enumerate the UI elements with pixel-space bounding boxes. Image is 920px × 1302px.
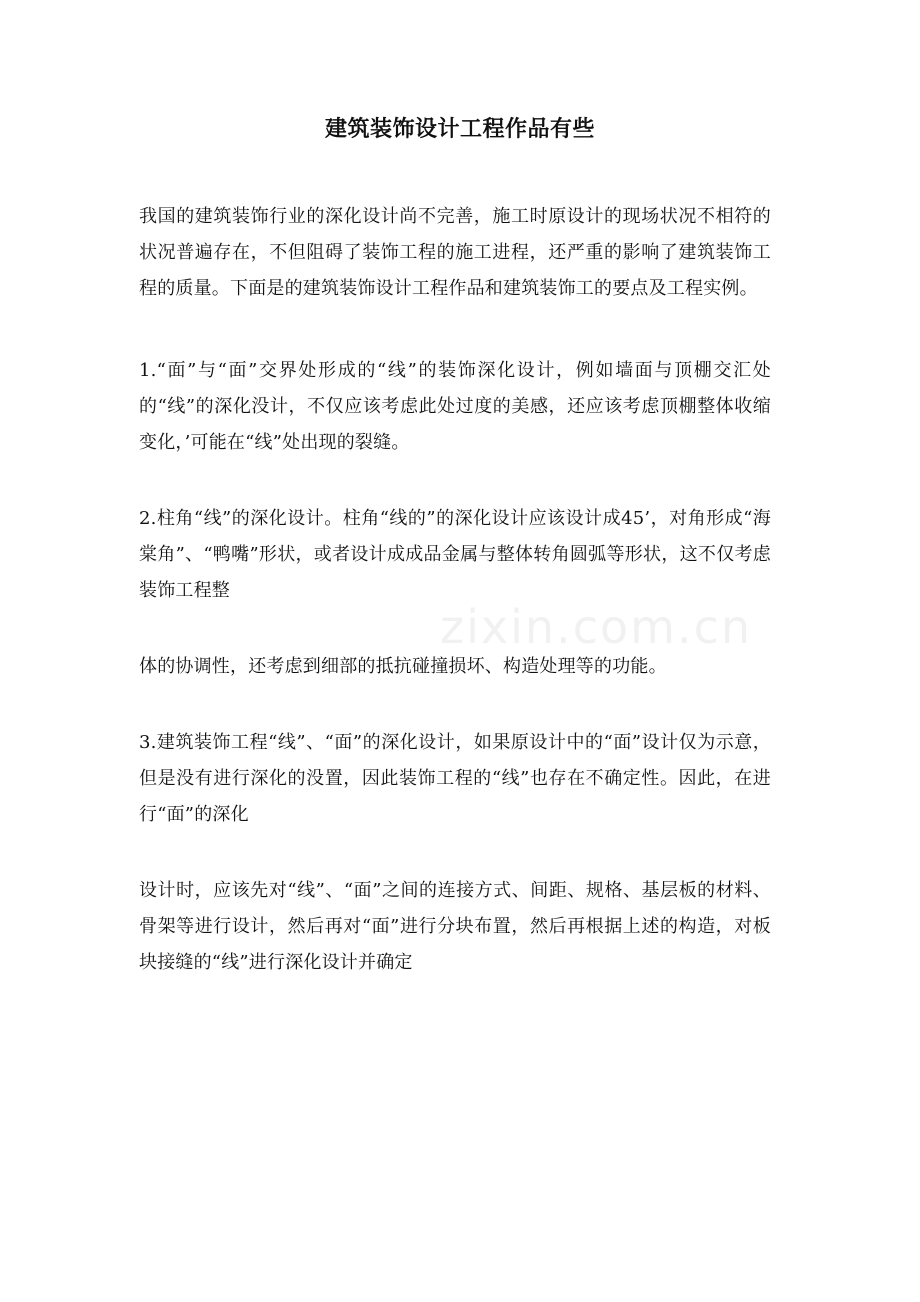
watermark: zixin.com.cn bbox=[440, 600, 753, 654]
document-body bbox=[139, 199, 771, 1024]
paragraph-point-2-continued: 体的协调性，还考虑到细部的抵抗碰撞损坏、构造处理等的功能。 bbox=[139, 656, 667, 677]
paragraph-point-3-continued: 设计时，应该先对“线”、“面”之间的连接方式、间距、规格、基层板的材料、骨架等进行设计，然后再对“面”进行分块布置，然后再根据上述的构造，对板块接缝的“线”进行深化设计并确定 bbox=[139, 880, 771, 973]
document-title: 建筑装饰设计工程作品有些 bbox=[324, 116, 595, 142]
paragraph-point-1: 1.“面”与“面”交界处形成的“线”的装饰深化设计，例如墙面与顶棚交汇处的“线”的深化没计，不仅应该考虑此处过度的美感，还应该考虑顶棚整体收缩变化，’可能在“线”处出现的裂缝。 bbox=[139, 360, 771, 453]
paragraph-intro: 我国的建筑装饰行业的深化设计尚不完善，施工时原设计的现场状况不相符的状况普遍存在，不但阻碍了装饰工程的施工进程，还严重的影响了建筑装饰工程的质量。下面是的建筑装饰设计工程作品和建筑装饰工的要点及工程实例。 bbox=[139, 206, 771, 299]
paragraph-point-2: 2.柱角“线”的深化设计。柱角“线的”的深化设计应该设计成45’，对角形成“海棠角”、“鸭嘴”形状，或者设计成成品金属与整体转角圆弧等形状，这不仅考虑装饰工程整 bbox=[139, 508, 771, 601]
paragraph-point-3: 3.建筑装饰工程“线”、“面”的深化设计，如果原设计中的“面”设计仅为示意，但是没有进行深化的没置，因此装饰工程的“线”也存在不确定性。因此，在进行“面”的深化 bbox=[139, 732, 771, 825]
